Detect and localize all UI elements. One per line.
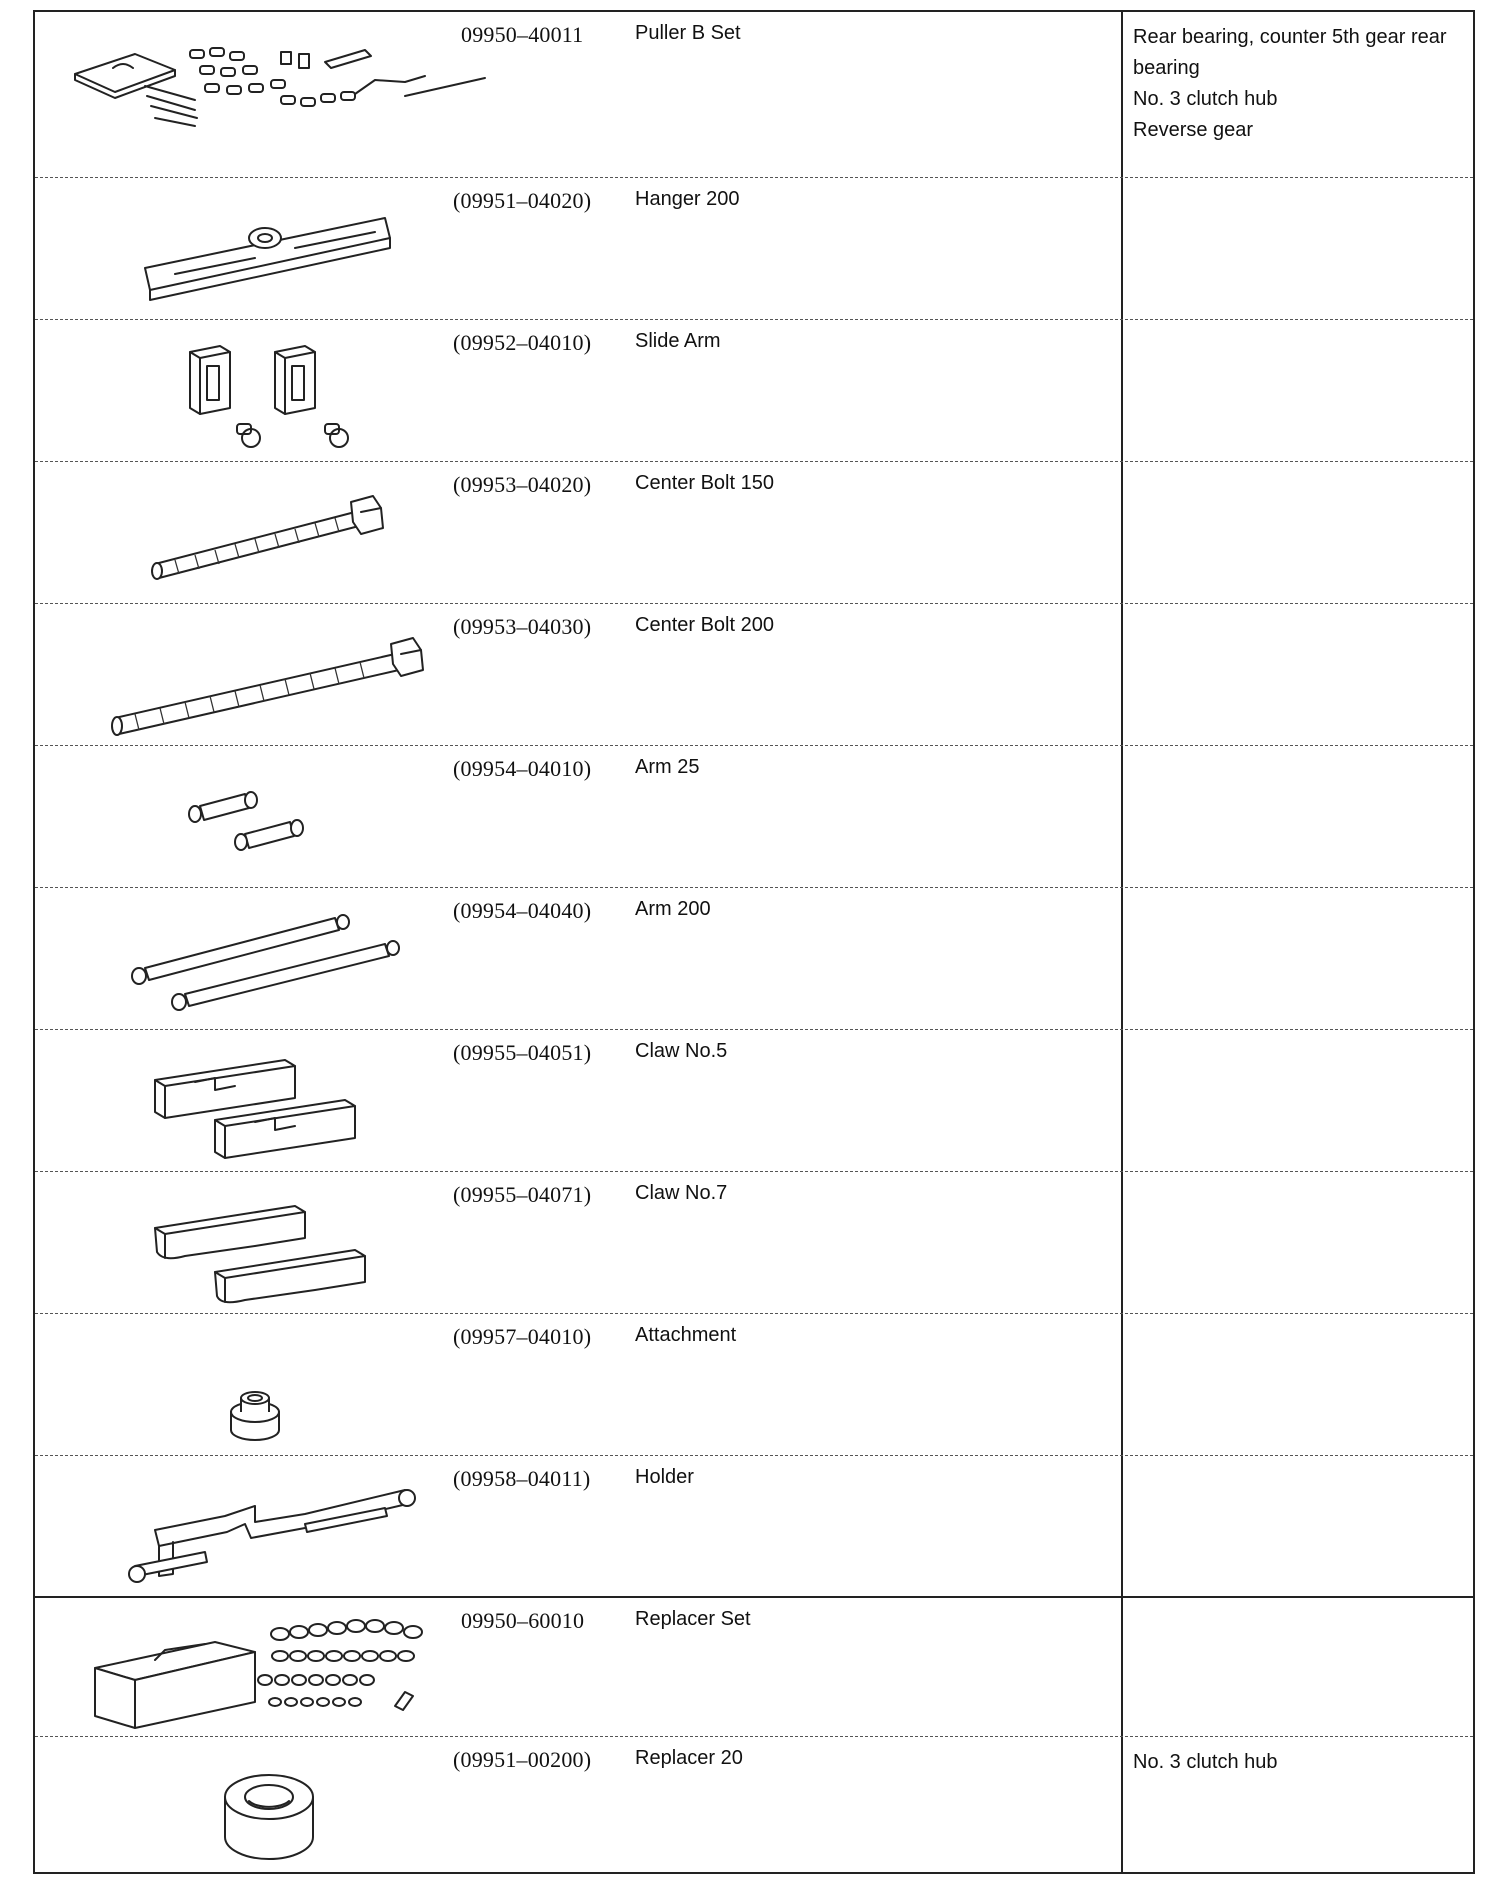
tool-name: Hanger 200 — [635, 188, 740, 210]
usage-notes — [1133, 1747, 1468, 1778]
hanger-icon — [55, 188, 455, 310]
tool-name: Holder — [635, 1466, 694, 1488]
table-row — [35, 320, 1473, 462]
table-row — [35, 604, 1473, 746]
part-number: (09955–04051) — [453, 1040, 592, 1065]
tool-name: Attachment — [635, 1324, 737, 1346]
usage-notes — [1133, 22, 1468, 146]
part-number: (09951–04020) — [453, 188, 592, 213]
usage-note: Rear bearing, counter 5th gear rear bearing — [1133, 26, 1447, 79]
table-row — [35, 1598, 1473, 1737]
part-number: (09951–00200) — [453, 1747, 592, 1772]
usage-note: No. 3 clutch hub — [1133, 1751, 1278, 1773]
slide-arm-icon — [55, 330, 455, 452]
part-number: (09957–04010) — [453, 1324, 592, 1349]
tool-name: Puller B Set — [635, 22, 741, 44]
part-number: 09950–60010 — [461, 1608, 585, 1633]
replacer-set-icon — [55, 1608, 455, 1730]
part-number: (09954–04010) — [453, 756, 592, 781]
part-number: 09950–40011 — [461, 22, 584, 47]
table-row — [35, 746, 1473, 888]
claw-7-icon — [55, 1182, 455, 1304]
tool-name: Claw No.5 — [635, 1040, 728, 1062]
arm-short-icon — [55, 756, 455, 878]
replacer-ring-icon — [55, 1747, 455, 1869]
usage-note: No. 3 clutch hub — [1133, 88, 1278, 110]
part-number: (09953–04030) — [453, 614, 592, 639]
part-number: (09954–04040) — [453, 898, 592, 923]
tool-name: Replacer 20 — [635, 1747, 743, 1769]
center-bolt-short-icon — [55, 472, 455, 594]
arm-long-icon — [55, 898, 455, 1020]
puller-b-set-icon — [55, 22, 455, 144]
table-row — [35, 1172, 1473, 1314]
table-row — [35, 1030, 1473, 1172]
part-number: (09955–04071) — [453, 1182, 592, 1207]
sst-table — [33, 10, 1475, 1874]
tool-name: Center Bolt 150 — [635, 472, 774, 494]
tool-name: Claw No.7 — [635, 1182, 728, 1204]
usage-note: Reverse gear — [1133, 119, 1254, 141]
table-row — [35, 1456, 1473, 1598]
tool-name: Arm 200 — [635, 898, 711, 920]
attachment-icon — [55, 1324, 455, 1446]
table-row — [35, 1737, 1473, 1874]
tool-name: Center Bolt 200 — [635, 614, 774, 636]
tool-name: Arm 25 — [635, 756, 700, 778]
table-row — [35, 12, 1473, 178]
part-number: (09952–04010) — [453, 330, 592, 355]
table-row — [35, 888, 1473, 1030]
table-row — [35, 1314, 1473, 1456]
claw-5-icon — [55, 1040, 455, 1162]
part-number: (09953–04020) — [453, 472, 592, 497]
center-bolt-long-icon — [55, 614, 455, 736]
tool-name: Slide Arm — [635, 330, 721, 352]
holder-icon — [55, 1466, 455, 1588]
tool-name: Replacer Set — [635, 1608, 751, 1630]
table-row — [35, 462, 1473, 604]
table-row — [35, 178, 1473, 320]
part-number: (09958–04011) — [453, 1466, 591, 1491]
